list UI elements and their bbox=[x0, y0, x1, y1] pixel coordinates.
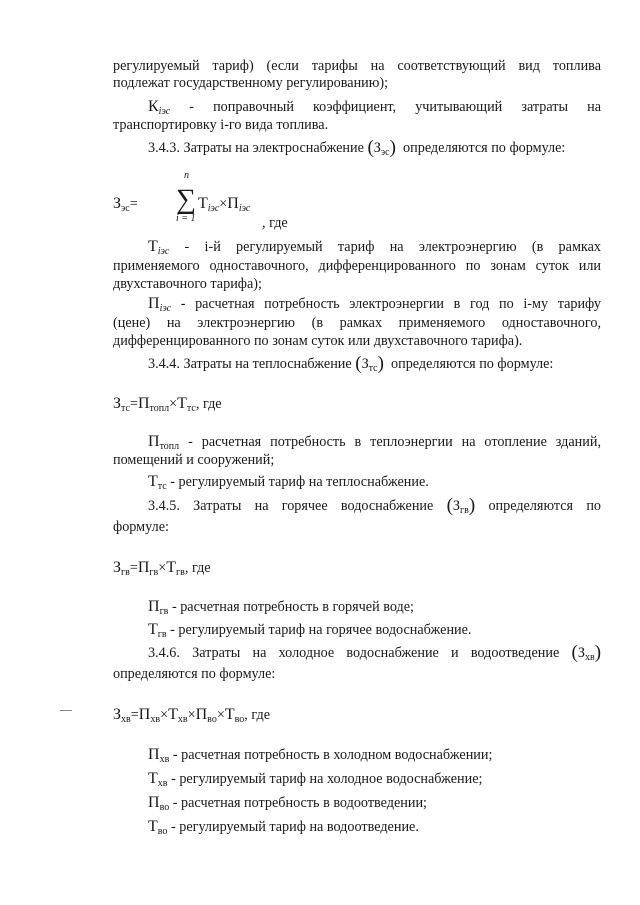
formula-heating: $З_{тс}=П_{топл}\times Т_{тс}$, где bbox=[113, 395, 222, 414]
section-3-4-5-heading: 3.4.5. Затраты на горячее водоснабжение $(З_{гв})$ определяются по bbox=[148, 495, 601, 516]
section-3-4-3-heading: 3.4.3. Затраты на электроснабжение $(З_{эс})$ определяются по формуле: bbox=[148, 137, 566, 158]
formula-cold-water: $З_{хв}=П_{хв}\times Т_{хв}\times П_{во}\times Т_{во}$, где bbox=[113, 706, 271, 725]
text-line: регулируемый тариф) (если тарифы на соответствующий вид топлива bbox=[113, 58, 601, 74]
definition-p-vo: $П_{во}$ - расчетная потребность в водоотведении; bbox=[148, 794, 427, 813]
definition-p-hv: $П_{хв}$ - расчетная потребность в холодном водоснабжении; bbox=[148, 746, 493, 765]
section-3-4-4-heading: 3.4.4. Затраты на теплоснабжение $(З_{тс})$ определяются по формуле: bbox=[148, 353, 554, 374]
definition-p-gv: $П_{гв}$ - расчетная потребность в горячей воде; bbox=[148, 598, 414, 617]
margin-mark bbox=[60, 710, 72, 711]
definition-t-hv: $Т_{хв}$ - регулируемый тариф на холодное водоснабжение; bbox=[148, 770, 483, 789]
sum-icon: ∑ bbox=[176, 184, 196, 215]
definition-t-es: $Т_{iэс} - i-й$ регулируемый тариф на электроэнергию (в рамках bbox=[148, 238, 601, 257]
text-line: транспортировку i-го вида топлива. bbox=[113, 117, 329, 133]
definition-t-ts: $Т_{тс}$ - регулируемый тариф на теплоснабжение. bbox=[148, 473, 429, 492]
section-3-4-6-heading: 3.4.6. Затраты на холодное водоснабжение и водоотведение $(З_{хв})$ bbox=[148, 642, 602, 663]
text-line: подлежат государственному регулированию); bbox=[113, 75, 389, 91]
definition-t-vo: $Т_{во}$ - регулируемый тариф на водоотведение. bbox=[148, 818, 419, 837]
definition-k: $К_{iэс}$ - поправочный коэффициент, учитывающий затраты на bbox=[148, 98, 601, 117]
definition-t-gv: $Т_{гв}$ - регулируемый тариф на горячее водоснабжение. bbox=[148, 621, 472, 640]
text-line: двухставочного тарифа); bbox=[113, 276, 262, 292]
text-line: (цене) на электроэнергию (в рамках применяемого одноставочного, bbox=[113, 315, 601, 331]
text-line: применяемого одноставочного, дифференцированного по зонам суток или bbox=[113, 258, 601, 274]
text-line: определяются по формуле: bbox=[113, 666, 276, 682]
definition-p-es: $П_{iэс}$ - расчетная потребность электроэнергии в год по i-му тарифу bbox=[148, 295, 601, 314]
text-line: помещений и сооружений; bbox=[113, 452, 275, 468]
document-page: регулируемый тариф) (если тарифы на соответствующий вид топлива подлежат государственному регулированию); $К_{iэс}$ - поправочный коэффициент, учитывающий затраты на транспортировку i-го вида топлива. 3.4.3. Затраты на электроснабжение $(З_{эс})$ определяются по формуле: $З_{эс}=$ n ∑ i = 1 $Т_{iэс}\times П_{iэс}$ , где $Т_{iэс} - i-й$ регулируемый тариф на электроэнергию (в рамках применяемого одноставочного, дифференцированного по зонам суток или двухставочного тарифа); $П_{iэс}$ - расчетная потребность электроэнергии в год по i-му тарифу (цене) на электроэнергию (в рамках применяемого одноставочного, дифференцированного по зонам суток или двухставочного тарифа). 3.4.4. Затраты на теплоснабжение $(З_{тс})$ определяются по формуле: $З_{тс}=П_{топл}\times Т_{тс}$, где $П_{топл}$ - расчетная потребность в теплоэнергии на отопление зданий, помещений и сооружений; $Т_{тс}$ - регулируемый тариф на теплоснабжение. 3.4.5. Затраты на горячее водоснабжение $(З_{гв})$ определяются по формуле: $З_{гв}=П_{гв}\times Т_{гв}$, где $П_{гв}$ - расчетная потребность в горячей воде; $Т_{гв}$ - регулируемый тариф на горячее водоснабжение. 3.4.6. Затраты на холодное водоснабжение и водоотведение $(З_{хв})$ определяются по формуле: $З_{хв}=П_{хв}\times Т_{хв}\times П_{во}\times Т_{во}$, где $П_{хв}$ - расчетная потребность в холодном водоснабжении; $Т_{хв}$ - регулируемый тариф на холодное водоснабжение; $П_{во}$ - расчетная потребность в водоотведении; $Т_{во}$ - регулируемый тариф на водоотведение. bbox=[0, 0, 640, 905]
definition-p-topl: $П_{топл}$ - расчетная потребность в теплоэнергии на отопление зданий, bbox=[148, 433, 601, 452]
text-line: дифференцированного по зонам суток или двухставочного тарифа). bbox=[113, 333, 523, 349]
text-line: формуле: bbox=[113, 519, 169, 535]
formula-hot-water: $З_{гв}=П_{гв}\times Т_{гв}$, где bbox=[113, 559, 211, 578]
